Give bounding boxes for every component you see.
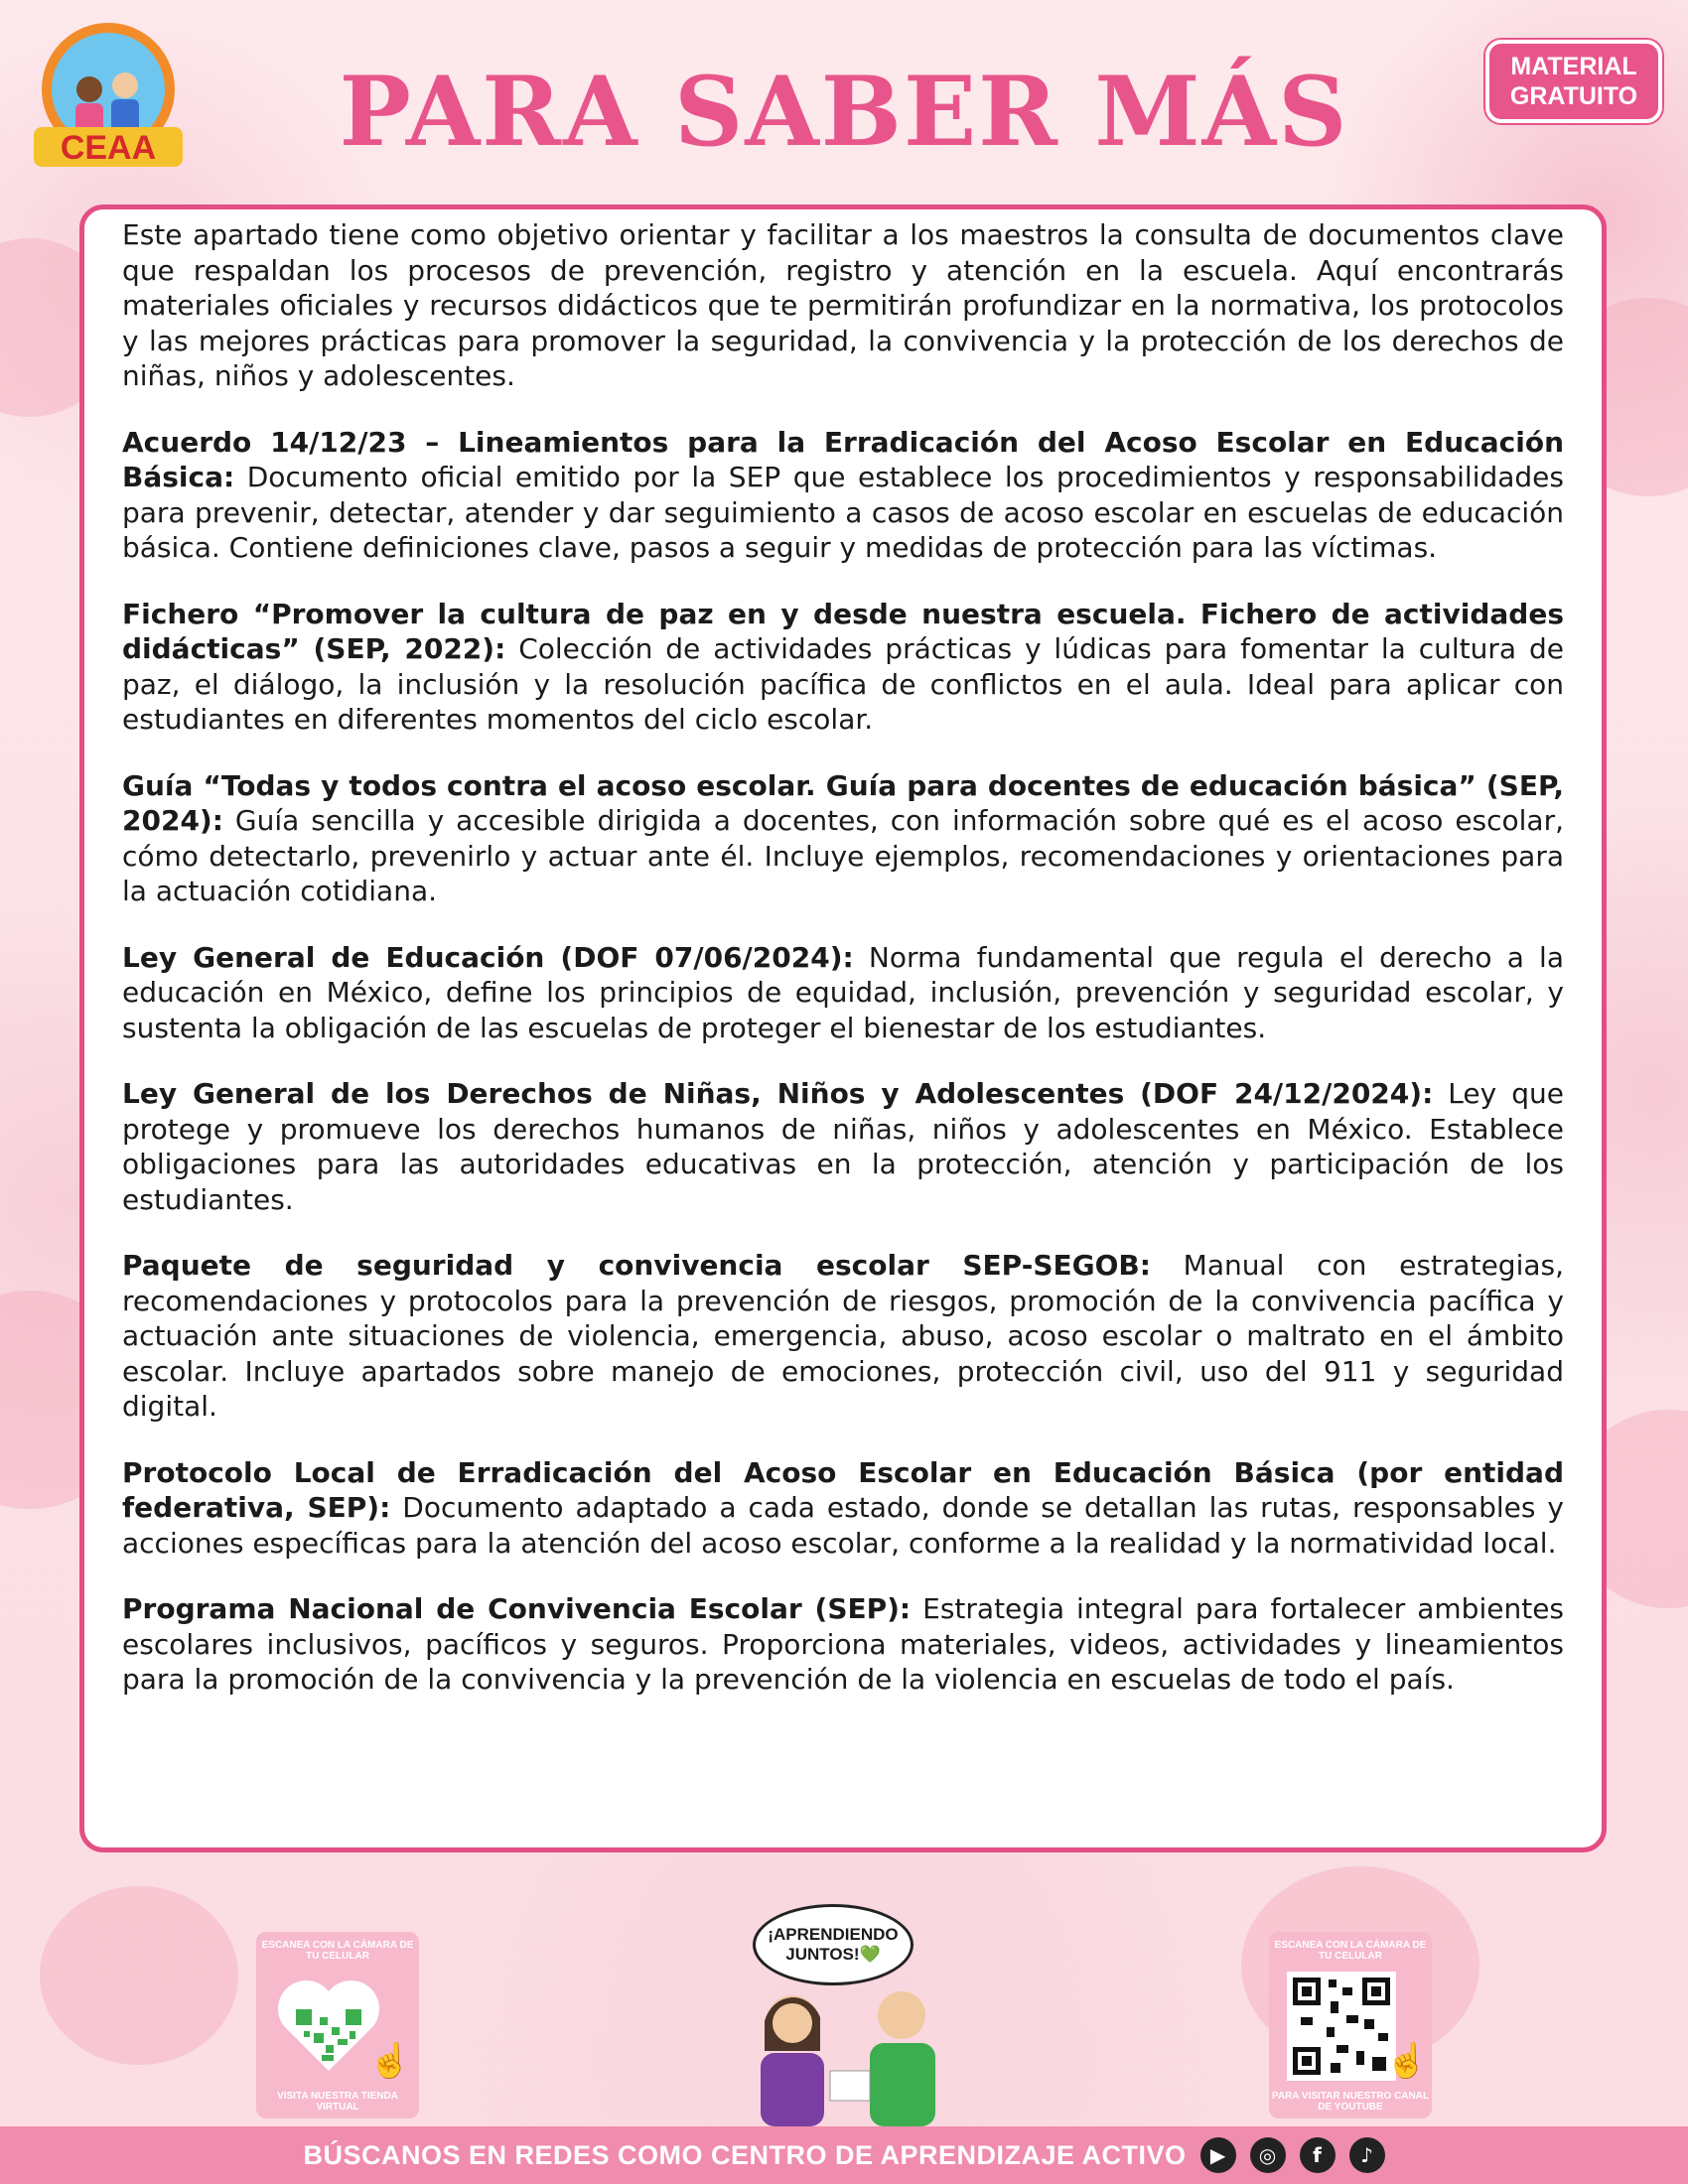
qr-caption: VISITA NUESTRA TIENDA VIRTUAL bbox=[277, 2091, 398, 2113]
qr-instruction: ESCANEA CON LA CÁMARA DE TU CELULAR bbox=[1274, 1940, 1427, 1962]
teachers-illustration bbox=[735, 1981, 963, 2126]
resource-item bbox=[122, 1591, 1564, 1698]
content-box bbox=[79, 205, 1607, 1852]
heart-qr-code-icon[interactable] bbox=[274, 1972, 383, 2081]
resource-title: Guía “Todas y todos contra el acoso escolar. Guía para docentes de educación básica” (SEP, 2024): bbox=[122, 768, 1564, 837]
resource-title: Programa Nacional de Convivencia Escolar (SEP): bbox=[122, 1592, 912, 1625]
resource-item bbox=[122, 597, 1564, 738]
pointer-hand-icon: ☝ bbox=[1385, 2042, 1428, 2080]
resource-item bbox=[122, 1248, 1564, 1425]
resource-item bbox=[122, 1455, 1564, 1562]
badge-line-1: MATERIAL bbox=[1510, 53, 1637, 80]
resource-title: Ley General de los Derechos de Niñas, Niños y Adolescentes (DOF 24/12/2024): bbox=[122, 1077, 1434, 1110]
speech-bubble bbox=[753, 1904, 914, 1985]
instagram-icon[interactable]: ◎ bbox=[1250, 2137, 1286, 2173]
resource-item bbox=[122, 425, 1564, 566]
resource-description: Documento oficial emitido por la SEP que establece los procedimientos y responsabilidades para prevenir, detectar, atender y dar seguimiento a casos de acoso escolar en escuelas de educación básica. Contiene definiciones clave, pasos a seguir y medidas de protección para las víctimas. bbox=[122, 461, 1564, 564]
logo-text: CEAA bbox=[60, 129, 157, 167]
resource-description: Estrategia integral para fortalecer ambientes escolares inclusivos, pacíficos y seguros. Proporciona materiales, videos, actividades y lineamientos para la promoción de la convivencia y la prevención de la violencia en escuelas de todo el país. bbox=[122, 1592, 1565, 1696]
bubble-line-2: JUNTOS!💚 bbox=[785, 1945, 881, 1964]
resource-title: Acuerdo 14/12/23 – Lineamientos para la Erradicación del Acoso Escolar en Educación Básica: bbox=[122, 425, 1564, 493]
pointer-hand-icon: ☝ bbox=[368, 2042, 411, 2080]
resource-item bbox=[122, 768, 1564, 909]
youtube-icon[interactable]: ▶ bbox=[1200, 2137, 1236, 2173]
tiktok-icon[interactable]: ♪ bbox=[1349, 2137, 1385, 2173]
footer-text: BÚSCANOS EN REDES COMO CENTRO DE APRENDIZAJE ACTIVO bbox=[303, 2139, 1187, 2170]
qr-caption: PARA VISITAR NUESTRO CANAL DE YOUTUBE bbox=[1271, 2091, 1430, 2113]
resource-title: Protocolo Local de Erradicación del Acoso Escolar en Educación Básica (por entidad federativa, SEP): bbox=[122, 1455, 1564, 1524]
resource-description: Norma fundamental que regula el derecho a la educación en México, define los principios de equidad, inclusión, prevención y seguridad escolar, y sustenta la obligación de las escuelas de proteger el bienestar de los estudiantes. bbox=[122, 940, 1564, 1044]
facebook-icon[interactable]: f bbox=[1300, 2137, 1336, 2173]
resource-description: Manual con estrategias, recomendaciones y protocolos para la prevención de riesgos, promoción de la convivencia pacífica y actuación ante situaciones de violencia, emergencia, abuso, acoso escolar o maltrato en el ámbito escolar. Incluye apartados sobre manejo de emociones, protección civil, uso del 911 y seguridad digital. bbox=[122, 1249, 1564, 1423]
resource-description: Colección de actividades prácticas y lúdicas para fomentar la cultura de paz, el diálogo, la inclusión y la resolución pacífica de conflictos en el aula. Ideal para aplicar con estudiantes en diferentes momentos del ciclo escolar. bbox=[122, 632, 1564, 736]
resource-item bbox=[122, 1076, 1564, 1217]
youtube-qr-card[interactable] bbox=[1269, 1932, 1432, 2118]
resource-description: Ley que protege y promueve los derechos humanos de niñas, niños y adolescentes en México. Establece obligaciones para las autoridades educativas en la protección, atención y participación de los estudiantes. bbox=[122, 1077, 1564, 1216]
resource-description: Guía sencilla y accesible dirigida a docentes, con información sobre qué es el acoso escolar, cómo detectarlo, prevenirlo y actuar ante él. Incluye ejemplos, recomendaciones y orientaciones para la actuación cotidiana. bbox=[122, 804, 1565, 907]
badge-line-2: GRATUITO bbox=[1509, 82, 1638, 110]
resource-title: Fichero “Promover la cultura de paz en y desde nuestra escuela. Fichero de actividades didácticas” (SEP, 2022): bbox=[122, 597, 1564, 665]
page-title: PARA SABER MÁS bbox=[339, 56, 1349, 168]
resource-description: Documento adaptado a cada estado, donde se detallan las rutas, responsables y acciones específicas para la atención del acoso escolar, conforme a la realidad y la normatividad local. bbox=[122, 1491, 1565, 1560]
qr-code-icon[interactable] bbox=[1287, 1972, 1396, 2081]
free-material-badge bbox=[1485, 40, 1662, 123]
qr-instruction: ESCANEA CON LA CÁMARA DE TU CELULAR bbox=[261, 1940, 414, 1962]
resource-title: Ley General de Educación (DOF 07/06/2024): bbox=[122, 940, 854, 974]
bubble-line-1: ¡APRENDIENDO bbox=[768, 1925, 899, 1944]
resource-title: Paquete de seguridad y convivencia escolar SEP-SEGOB: bbox=[122, 1249, 1151, 1282]
intro-paragraph: Este apartado tiene como objetivo orientar y facilitar a los maestros la consulta de documentos clave que respaldan los procesos de prevención, registro y atención en la escuela. Aquí encontrarás materiales oficiales y recursos didácticos que te permitirán profundizar en la normativa, los protocolos y las mejores prácticas para promover la seguridad, la convivencia y la protección de los derechos de niñas, niños y adolescentes. bbox=[122, 218, 1564, 392]
footer-bar bbox=[0, 2126, 1688, 2184]
flower-decoration bbox=[40, 1886, 238, 2065]
store-qr-card[interactable] bbox=[256, 1932, 419, 2118]
resource-item bbox=[122, 940, 1564, 1046]
